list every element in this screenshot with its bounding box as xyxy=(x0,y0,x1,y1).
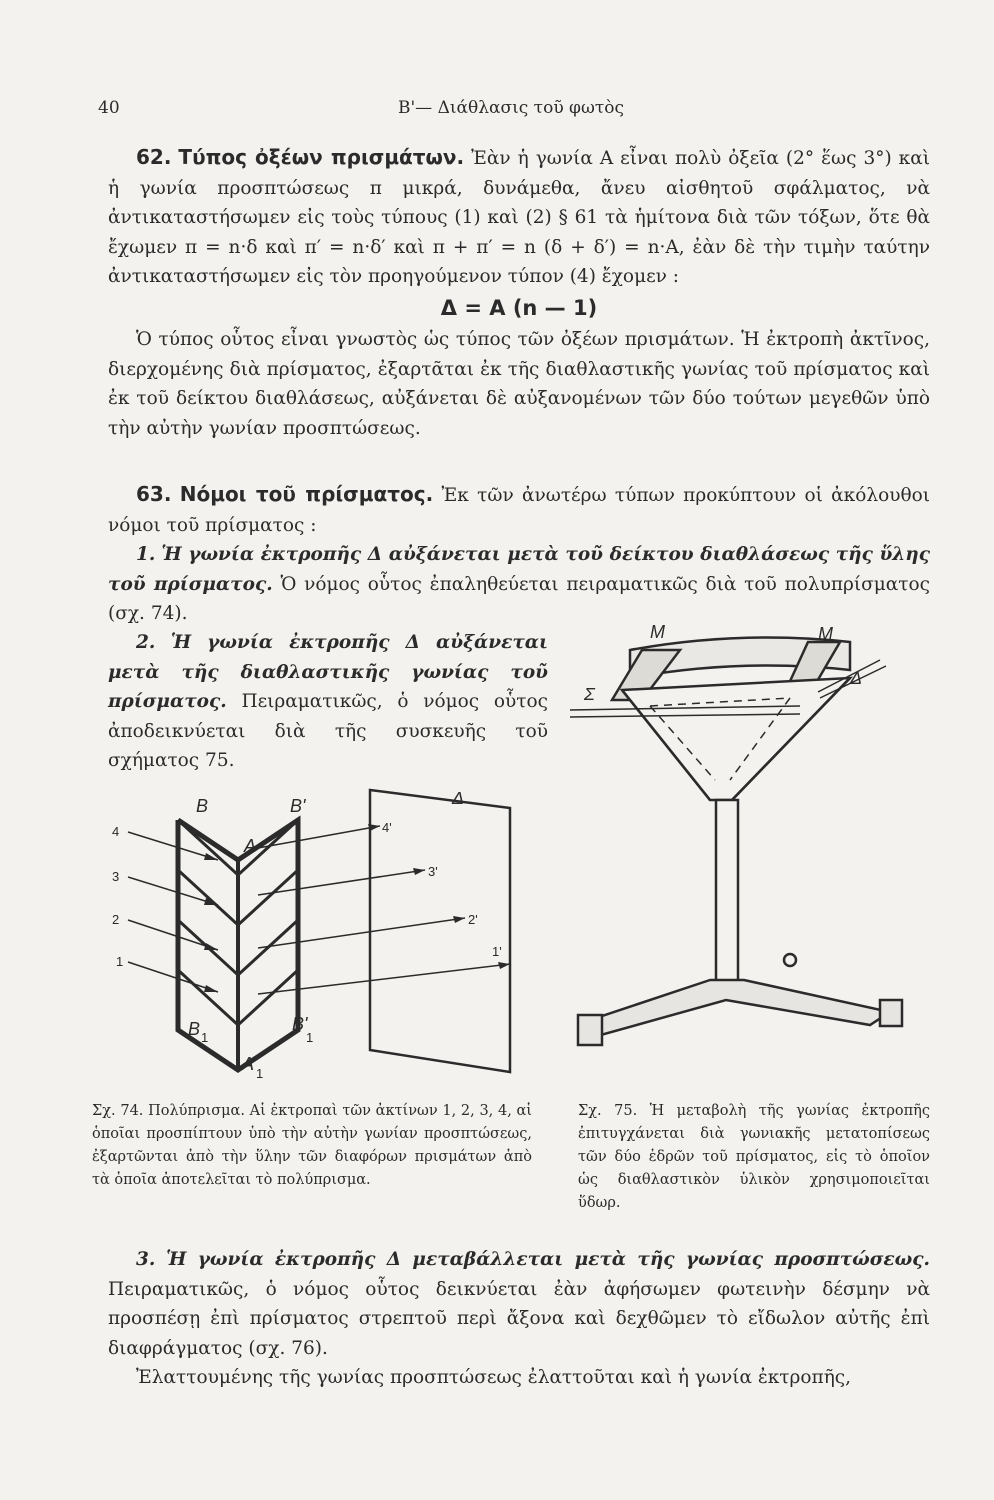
label-B-prime: B' xyxy=(290,796,306,816)
section-62-number: 62. xyxy=(136,145,172,169)
ray-in-2: 2 xyxy=(112,912,120,927)
label-B1-prime-sub: 1 xyxy=(306,1030,314,1045)
page-number: 40 xyxy=(98,98,120,118)
label-B1-prime: B' xyxy=(292,1014,308,1034)
formula-acute-prism: Δ = Α (n — 1) xyxy=(440,295,598,320)
fig75-label-M-left: M xyxy=(650,622,665,642)
label-A1-sub: 1 xyxy=(256,1066,264,1080)
ray-in-1: 1 xyxy=(116,954,124,969)
law-3 xyxy=(108,1245,930,1363)
law-2-block xyxy=(108,628,548,776)
figure-74-caption: Σχ. 74. Πολύπρισμα. Αἱ ἐκτροπαὶ τῶν ἀκτίνων 1, 2, 3, 4, αἱ ὁποῖαι προσπίπτουν ὑπὸ τὴν αὐτὴν γωνίαν προσπτώσεως, ἐξαρτῶνται ἀπὸ τὴν ὕλην τῶν διαφόρων πρισμάτων ἀπὸ τὰ ὁποῖα ἀποτελεῖται τὸ πολύπρισμα. xyxy=(92,1103,532,1188)
law-1-number: 1. xyxy=(136,544,156,565)
ray-out-3: 3' xyxy=(428,864,438,879)
section-63-number: 63. xyxy=(136,482,172,506)
law-3-block xyxy=(108,1245,930,1393)
fig75-label-Delta: Δ xyxy=(850,668,863,688)
law-2-text: Πειραματικῶς, ὁ νόμος οὗτος ἀποδεικνύεται διὰ τῆς συσκευῆς τοῦ σχήματος 75. xyxy=(108,691,548,771)
label-Delta: Δ xyxy=(452,788,465,808)
section-63-intro-paragraph xyxy=(108,480,930,540)
fig75-label-Sigma: Σ xyxy=(584,684,595,704)
law-3-title: Ἡ γωνία ἐκτροπῆς Δ μεταβάλλεται μετὰ τῆς γωνίας προσπτώσεως. xyxy=(166,1249,930,1270)
label-A: A xyxy=(244,836,257,856)
section-62-text-2: Ὁ τύπος οὗτος εἶναι γνωστὸς ὡς τύπος τῶν ὀξέων πρισμάτων. Ἡ ἐκτροπὴ ἀκτῖνος, διερχομένης διὰ πρίσματος, ἐξαρτᾶται ἐκ τῆς διαθλαστικῆς γωνίας τοῦ πρίσματος καὶ ἐκ τοῦ δείκτου διαθλάσεως, αὐξάνεται δὲ αὐξανομένων τῶν δύο τούτων μεγεθῶν ὑπὸ τὴν αὐτὴν γωνίαν προσπτώσεως. xyxy=(108,329,930,439)
running-header: Β'— Διάθλασις τοῦ φωτὸς xyxy=(398,98,624,118)
label-B: B xyxy=(196,796,209,816)
section-63-intro: Ἐκ τῶν ἀνωτέρω τύπων προκύπτουν οἱ ἀκόλουθοι νόμοι τοῦ πρίσματος : xyxy=(108,485,930,536)
law-2-number: 2. xyxy=(136,632,156,653)
law-3-number: 3. xyxy=(136,1249,156,1270)
section-63-title: Νόμοι τοῦ πρίσματος. xyxy=(179,482,434,506)
last-line: Ἐλαττουμένης τῆς γωνίας προσπτώσεως ἐλαττοῦται καὶ ἡ γωνία ἐκτροπῆς, xyxy=(136,1367,852,1388)
ray-in-3: 3 xyxy=(112,869,120,884)
ray-in-4: 4 xyxy=(112,824,120,839)
section-62-text-1: Ἐὰν ἡ γωνία Α εἶναι πολὺ ὀξεῖα (2° ἕως 3°) καὶ ἡ γωνία προσπτώσεως π μικρά, δυνάμεθα, ἄνευ αἰσθητοῦ σφάλματος, νὰ ἀντικαταστήσωμεν εἰς τοὺς τύπους (1) καὶ (2) § 61 τὰ ἡμίτονα διὰ τῶν τόξων, ὅτε θὰ ἔχωμεν π = n·δ καὶ π′ = n·δ′ καὶ π + π′ = n (δ + δ′) = n·Α, ἐὰν δὲ τὴν τιμὴν ταύτην ἀντικαταστήσωμεν εἰς τὸν προηγούμενον τύπον (4) ἔχομεν : xyxy=(108,148,930,287)
label-B1-sub: 1 xyxy=(201,1030,209,1045)
ray-out-4: 4' xyxy=(382,820,392,835)
law-1-text: Ὁ νόμος οὗτος ἐπαληθεύεται πειραματικῶς διὰ τοῦ πολυπρίσματος (σχ. 74). xyxy=(108,573,931,624)
ray-out-1: 1' xyxy=(492,944,502,959)
figure-74-polyprism xyxy=(100,780,540,1080)
label-B1: B xyxy=(188,1019,201,1039)
figure-75-caption: Σχ. 75. Ἡ μεταβολὴ τῆς γωνίας ἐκτροπῆς ἐπιτυγχάνεται διὰ γωνιακῆς μετατοπίσεως τῶν δύο ἑδρῶν τοῦ πρίσματος, εἰς τὸ ὁποῖον ὡς διαθλαστικὸν ὑλικὸν χρησιμοποιεῖται ὕδωρ. xyxy=(578,1103,930,1211)
law-2-title: Ἡ γωνία ἐκτροπῆς Δ αὐξάνεται μετὰ τῆς διαθλαστικῆς γωνίας τοῦ πρίσματος. xyxy=(108,632,548,712)
section-63 xyxy=(108,480,930,629)
section-62-paragraph-1 xyxy=(108,143,930,292)
section-62-title: Τύπος ὀξέων πρισμάτων. xyxy=(178,145,465,169)
figure-75-water-prism xyxy=(550,620,940,1080)
ray-out-2: 2' xyxy=(468,912,478,927)
section-62 xyxy=(108,143,930,443)
law-3-text: Πειραματικῶς, ὁ νόμος οὗτος δεικνύεται ἐὰν ἀφήσωμεν φωτεινὴν δέσμην νὰ προσπέσῃ ἐπὶ πρίσματος στρεπτοῦ περὶ ἄξονα καὶ δεχθῶμεν τὸ εἴδωλον αὐτῆς ἐπὶ διαφράγματος (σχ. 76). xyxy=(108,1278,930,1359)
law-1-title: Ἡ γωνία ἐκτροπῆς Δ αὐξάνεται μετὰ τοῦ δείκτου διαθλάσεως τῆς ὕλης τοῦ πρίσματος. xyxy=(108,544,930,595)
label-A1: A xyxy=(242,1054,255,1074)
fig75-label-M-right: M xyxy=(818,624,833,644)
law-2 xyxy=(108,628,548,776)
law-1 xyxy=(108,540,930,629)
